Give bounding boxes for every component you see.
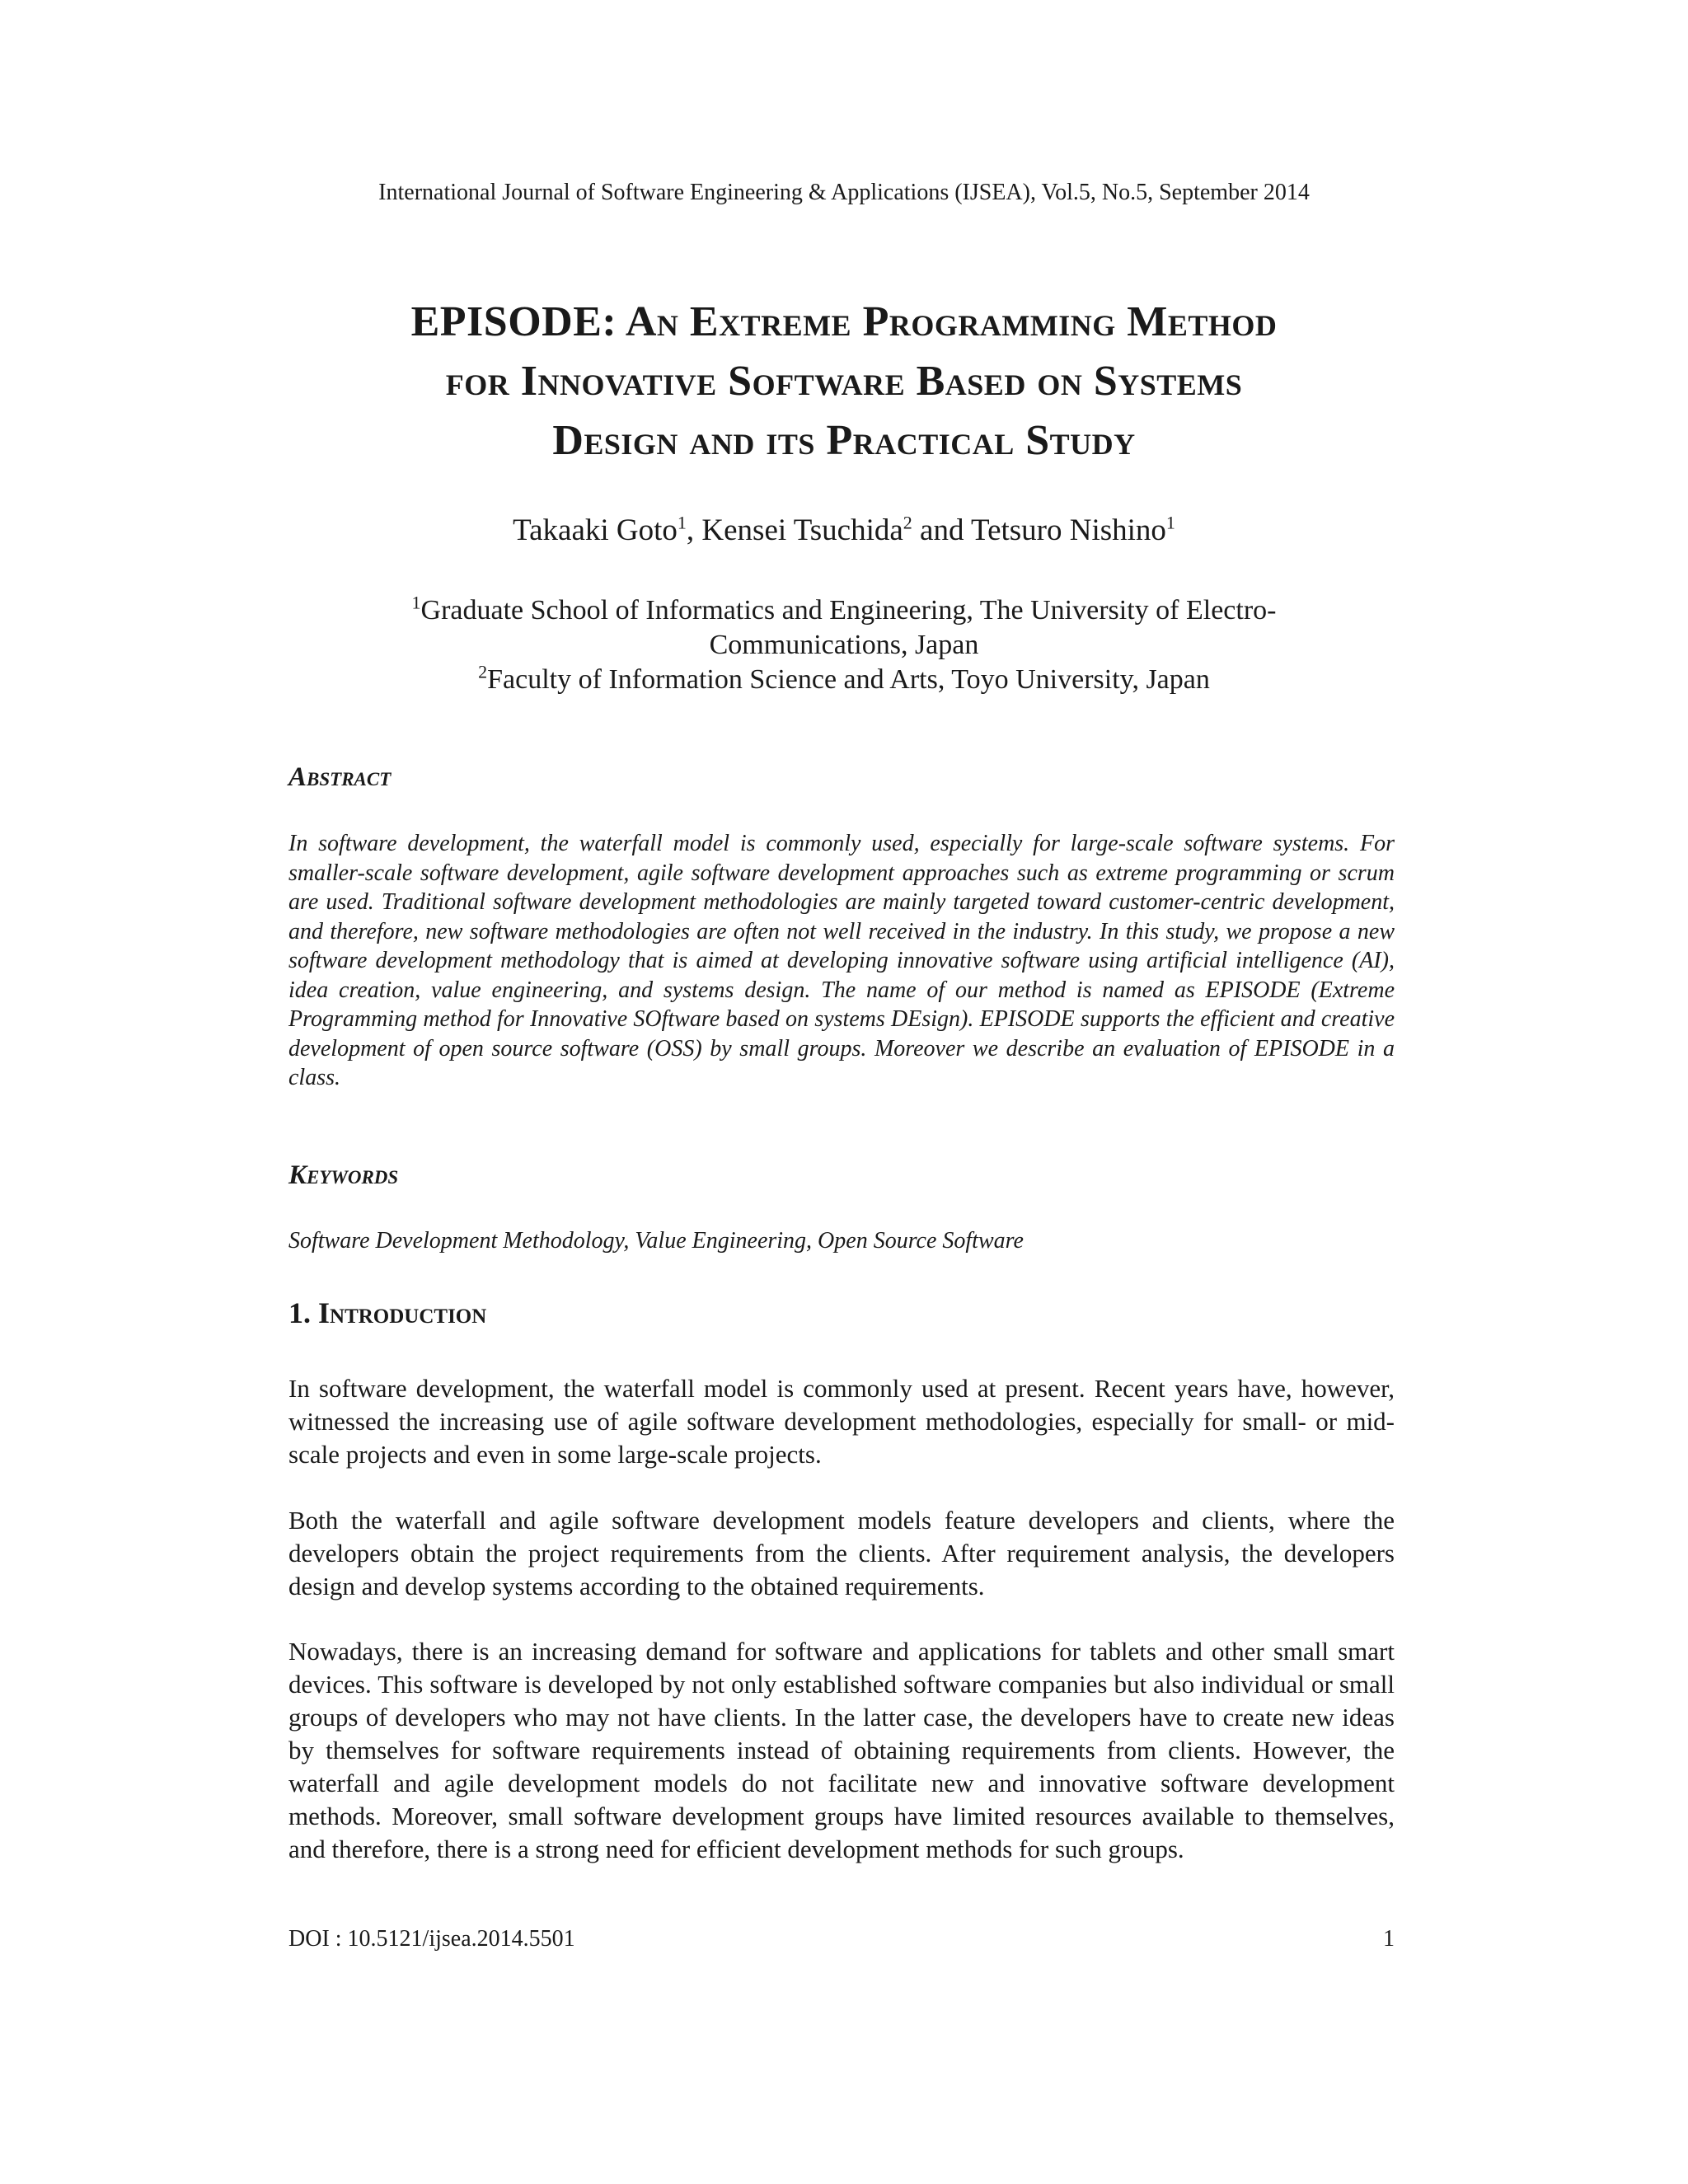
keywords-text: Software Development Methodology, Value Engineering, Open Source Software [288,1228,1024,1254]
affiliation-1-cont: Communications, Japan [709,630,979,660]
affiliation-marker: 2 [903,512,912,533]
paragraph: Nowadays, there is an increasing demand for software and applications for tablets and other small smart devices. This software is developed by not only established software companies but also individual or small groups of developers who may not have clients. In the latter case, the developers have to create new ideas by themselves for software requirements instead of obtaining requirements from clients. However, the waterfall and agile development models do not facilitate new and innovative software development methods. Moreover, small software development groups have limited resources available to themselves, and therefore, there is a strong need for efficient development methods for such groups. [288,1637,1395,1863]
affiliation-1 [0,593,1688,628]
affiliation-text: Graduate School of Informatics and Engineering, The University of Electro- [420,595,1277,626]
affiliation-marker: 1 [1165,512,1175,533]
affiliations [0,593,1688,697]
section-heading-introduction: 1. Introduction [288,1296,487,1329]
affiliation-2 [0,663,1688,697]
abstract-heading: Abstract [288,762,392,792]
abstract-text: In software development, the waterfall model is commonly used, especially for large-scale software systems. For smaller-scale software development, agile software development approaches such as extreme programming or scrum are used. Traditional software development methodologies are mainly targeted toward customer-centric development, and therefore, new software methodologies are often not well received in the industry. In this study, we propose a new software development methodology that is aimed at developing innovative software using artificial intelligence (AI), idea creation, value engineering, and systems design. The name of our method is named as EPISODE (Extreme Programming method for Innovative SOftware based on systems DEsign). EPISODE supports the efficient and creative development of open source software (OSS) by small groups. Moreover we describe an evaluation of EPISODE in a class. [288,831,1395,1090]
author-name: Takaaki Goto [513,513,678,547]
running-head: International Journal of Software Engineering & Applications (IJSEA), Vol.5, No.5, September 2014 [378,180,1310,205]
paper-title [0,293,1688,471]
keywords-heading: Keywords [288,1160,399,1190]
paragraph: In software development, the waterfall model is commonly used at present. Recent years have, however, witnessed the increasing use of agile software development methodologies, especially for small- or mid-scale projects and even in some large-scale projects. [288,1374,1395,1469]
author-list [0,513,1688,548]
author-separator: , [686,513,702,547]
title-line-2: for Innovative Software Based on Systems [445,358,1243,405]
title-line-1: EPISODE: An Extreme Programming Method [410,298,1278,345]
author-name: Kensei Tsuchida [701,513,903,547]
doi-text: DOI : 10.5121/ijsea.2014.5501 [288,1926,575,1952]
affiliation-marker: 1 [411,592,421,613]
title-line-3: Design and its Practical Study [552,417,1136,464]
page-footer [288,1926,1395,1952]
affiliation-marker: 1 [677,512,687,533]
author-separator: and [912,513,972,547]
affiliation-text: Faculty of Information Science and Arts, Toyo University, Japan [487,664,1210,695]
paragraph: Both the waterfall and agile software development models feature developers and clients, where the developers obtain the project requirements from the clients. After requirement analysis, the developers design and develop systems according to the obtained requirements. [288,1506,1395,1601]
affiliation-marker: 2 [478,661,488,682]
author-name: Tetsuro Nishino [971,513,1166,547]
page-number: 1 [1383,1926,1395,1952]
